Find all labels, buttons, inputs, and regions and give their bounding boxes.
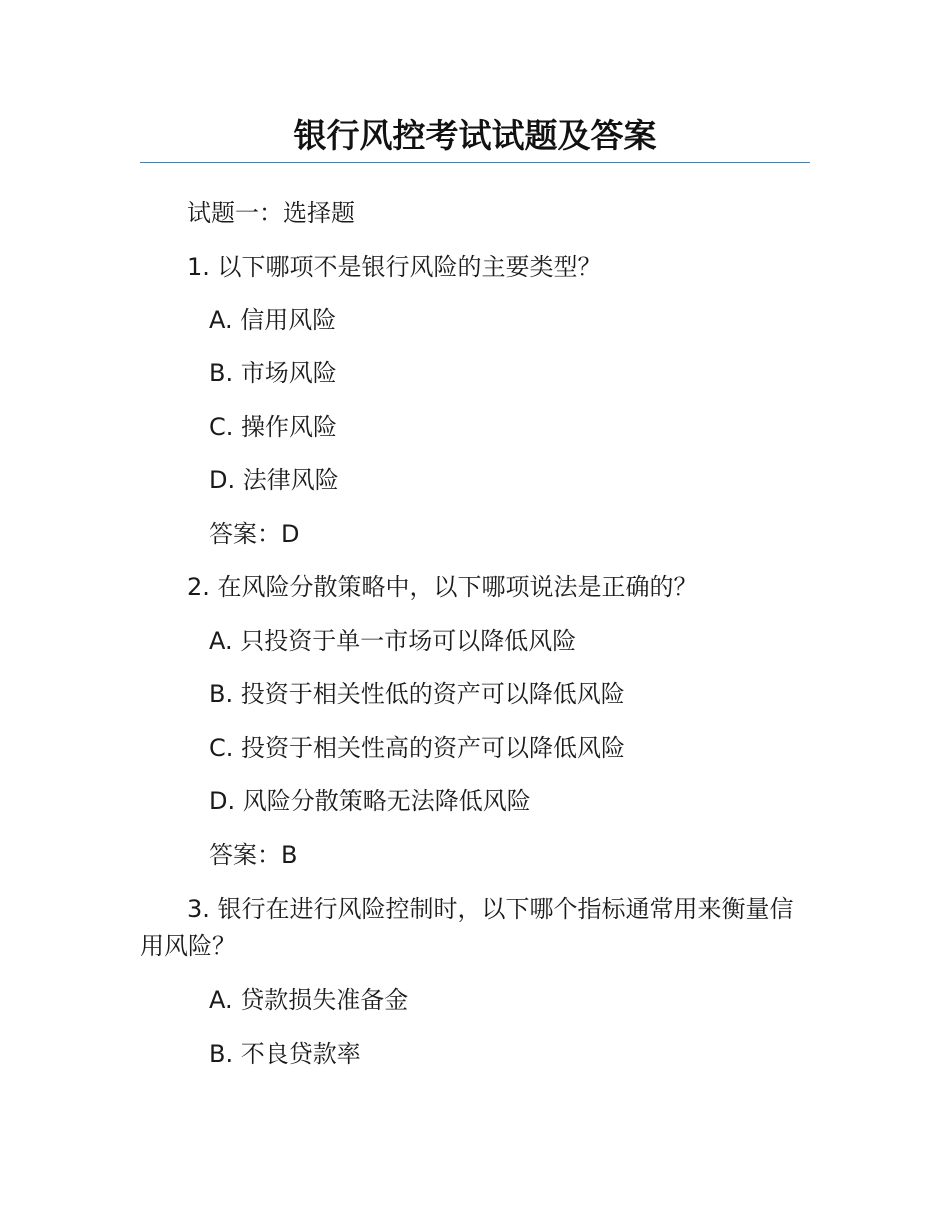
title-divider bbox=[140, 162, 810, 163]
question-1-answer: 答案：D bbox=[209, 520, 300, 548]
question-3-text: 3. 银行在进行风险控制时，以下哪个指标通常用来衡量信用风险？ bbox=[140, 895, 794, 960]
question-3-option-b: B. 不良贷款率 bbox=[209, 1040, 361, 1068]
question-2-text: 2. 在风险分散策略中，以下哪项说法是正确的？ bbox=[187, 573, 698, 601]
question-1-option-c: C. 操作风险 bbox=[209, 413, 338, 441]
question-1-option-d: D. 法律风险 bbox=[209, 466, 339, 494]
question-3-option-a: A. 贷款损失准备金 bbox=[209, 986, 409, 1014]
question-2-option-b: B. 投资于相关性低的资产可以降低风险 bbox=[209, 680, 625, 708]
section-heading: 试题一：选择题 bbox=[187, 199, 355, 227]
question-1-option-a: A. 信用风险 bbox=[209, 306, 337, 334]
document-title: 银行风控考试试题及答案 bbox=[293, 116, 657, 155]
question-2-option-d: D. 风险分散策略无法降低风险 bbox=[209, 787, 531, 815]
question-2-option-c: C. 投资于相关性高的资产可以降低风险 bbox=[209, 734, 626, 762]
question-2-option-a: A. 只投资于单一市场可以降低风险 bbox=[209, 627, 577, 655]
question-1-option-b: B. 市场风险 bbox=[209, 359, 337, 387]
question-2-answer: 答案：B bbox=[209, 841, 298, 869]
question-1-text: 1. 以下哪项不是银行风险的主要类型？ bbox=[187, 253, 602, 281]
